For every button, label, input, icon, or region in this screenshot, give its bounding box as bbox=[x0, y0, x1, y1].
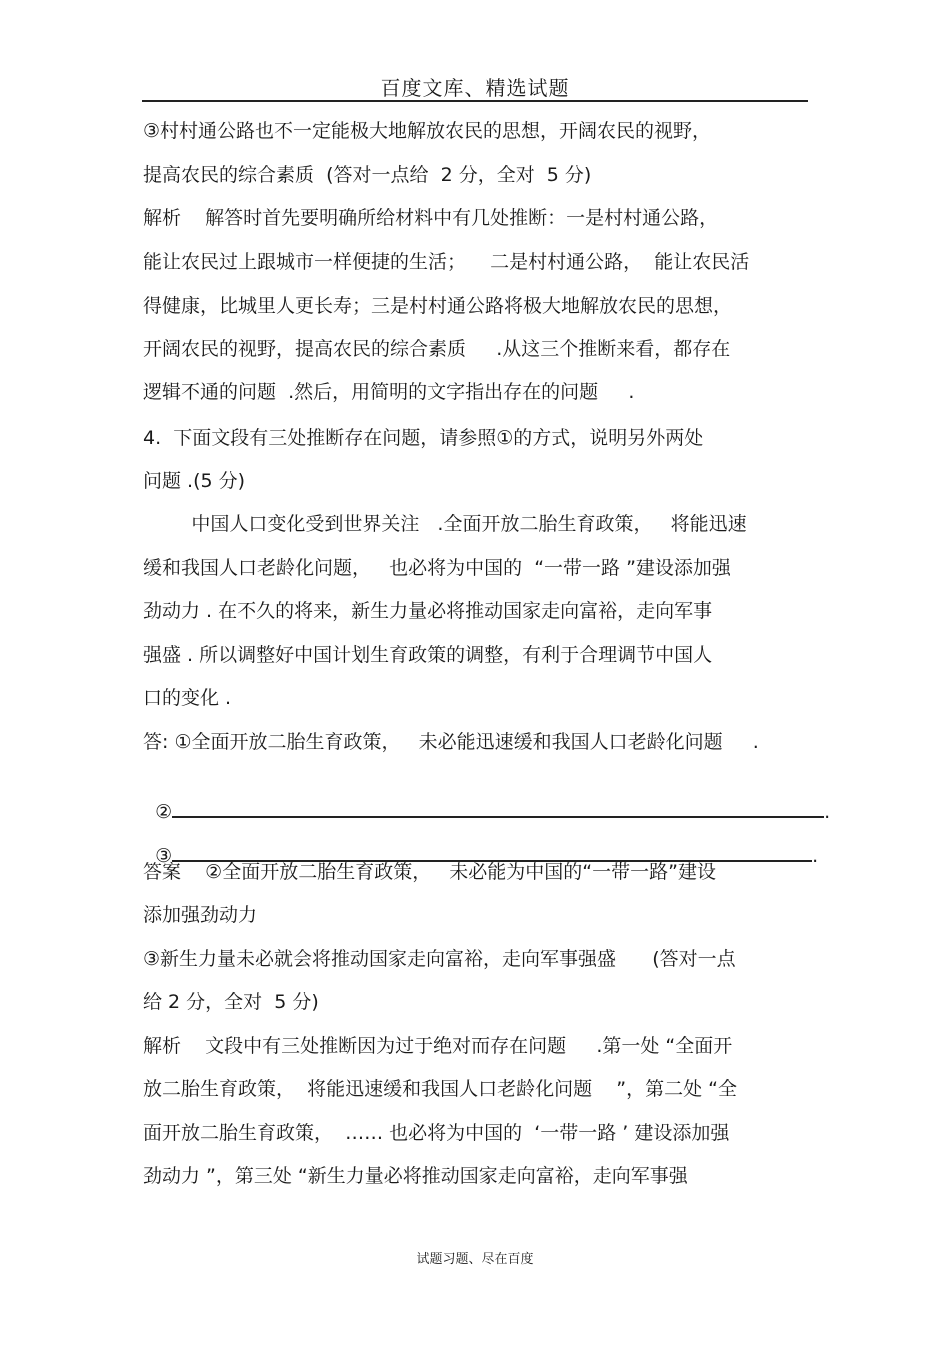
passage-line: 缓和我国人口老龄化问题， 也必将为中国的 “一带一路 ”建设添加强 bbox=[143, 557, 731, 579]
text-line: 提高农民的综合素质 (答对一点给 2 分，全对 5 分) bbox=[143, 164, 592, 186]
answer-underline bbox=[172, 798, 824, 818]
text-line: 开阔农民的视野，提高农民的综合素质 .从这三个推断来看，都存在 bbox=[143, 338, 731, 360]
analysis-line: 放二胎生育政策， 将能迅速缓和我国人口老龄化问题 ”，第二处 “全 bbox=[143, 1078, 737, 1100]
blank-marker: ③ bbox=[155, 845, 173, 867]
blank-marker: ② bbox=[155, 801, 173, 823]
passage-line: 劲动力 . 在不久的将来，新生力量必将推动国家走向富裕，走向军事 bbox=[143, 600, 713, 622]
answer-line-1: 答: ①全面开放二胎生育政策， 未必能迅速缓和我国人口老龄化问题 . bbox=[143, 731, 759, 753]
analysis-line: 解析 文段中有三处推断因为过于绝对而存在问题 .第一处 “全面开 bbox=[143, 1035, 733, 1057]
answer-key-line: 添加强劲动力 bbox=[143, 904, 258, 926]
text-line: 解析 解答时首先要明确所给材料中有几处推断：一是村村通公路， bbox=[143, 207, 719, 229]
answer-key-line: 答案 ②全面开放二胎生育政策， 未必能为中国的“一带一路”建设 bbox=[143, 861, 716, 883]
answer-underline bbox=[172, 842, 812, 862]
answer-key-line: ③新生力量未必就会将推动国家走向富裕，走向军事强盛 (答对一点 bbox=[143, 948, 736, 970]
blank-end: . bbox=[824, 801, 831, 823]
analysis-line: 面开放二胎生育政策， …… 也必将为中国的 ‘一带一路 ’ 建设添加强 bbox=[143, 1122, 730, 1144]
passage-line: 强盛 . 所以调整好中国计划生育政策的调整，有利于合理调节中国人 bbox=[143, 644, 713, 666]
passage-line: 口的变化 . bbox=[143, 687, 232, 709]
passage-line: 中国人口变化受到世界关注 .全面开放二胎生育政策， 将能迅速 bbox=[143, 513, 747, 535]
header-divider bbox=[142, 100, 808, 102]
question-4-line: 4. 下面文段有三处推断存在问题，请参照①的方式，说明另外两处 bbox=[143, 427, 704, 449]
blank-end: . bbox=[812, 845, 819, 867]
question-4-line: 问题 .(5 分) bbox=[143, 470, 246, 492]
text-line: 能让农民过上跟城市一样便捷的生活； 二是村村通公路， 能让农民活 bbox=[143, 251, 750, 273]
answer-key-line: 给 2 分，全对 5 分) bbox=[143, 991, 319, 1013]
page-footer: 试题习题、尽在百度 bbox=[416, 1252, 534, 1267]
answer-blank-2 bbox=[143, 774, 830, 824]
text-line: ③村村通公路也不一定能极大地解放农民的思想，开阔农民的视野， bbox=[143, 120, 712, 142]
text-line: 逻辑不通的问题 .然后，用简明的文字指出存在的问题 . bbox=[143, 381, 635, 403]
text-line: 得健康，比城里人更长寿；三是村村通公路将极大地解放农民的思想， bbox=[143, 295, 733, 317]
page-header-title: 百度文库、精选试题 bbox=[380, 76, 570, 100]
analysis-line: 劲动力 ”，第三处 “新生力量必将推动国家走向富裕，走向军事强 bbox=[143, 1165, 688, 1187]
